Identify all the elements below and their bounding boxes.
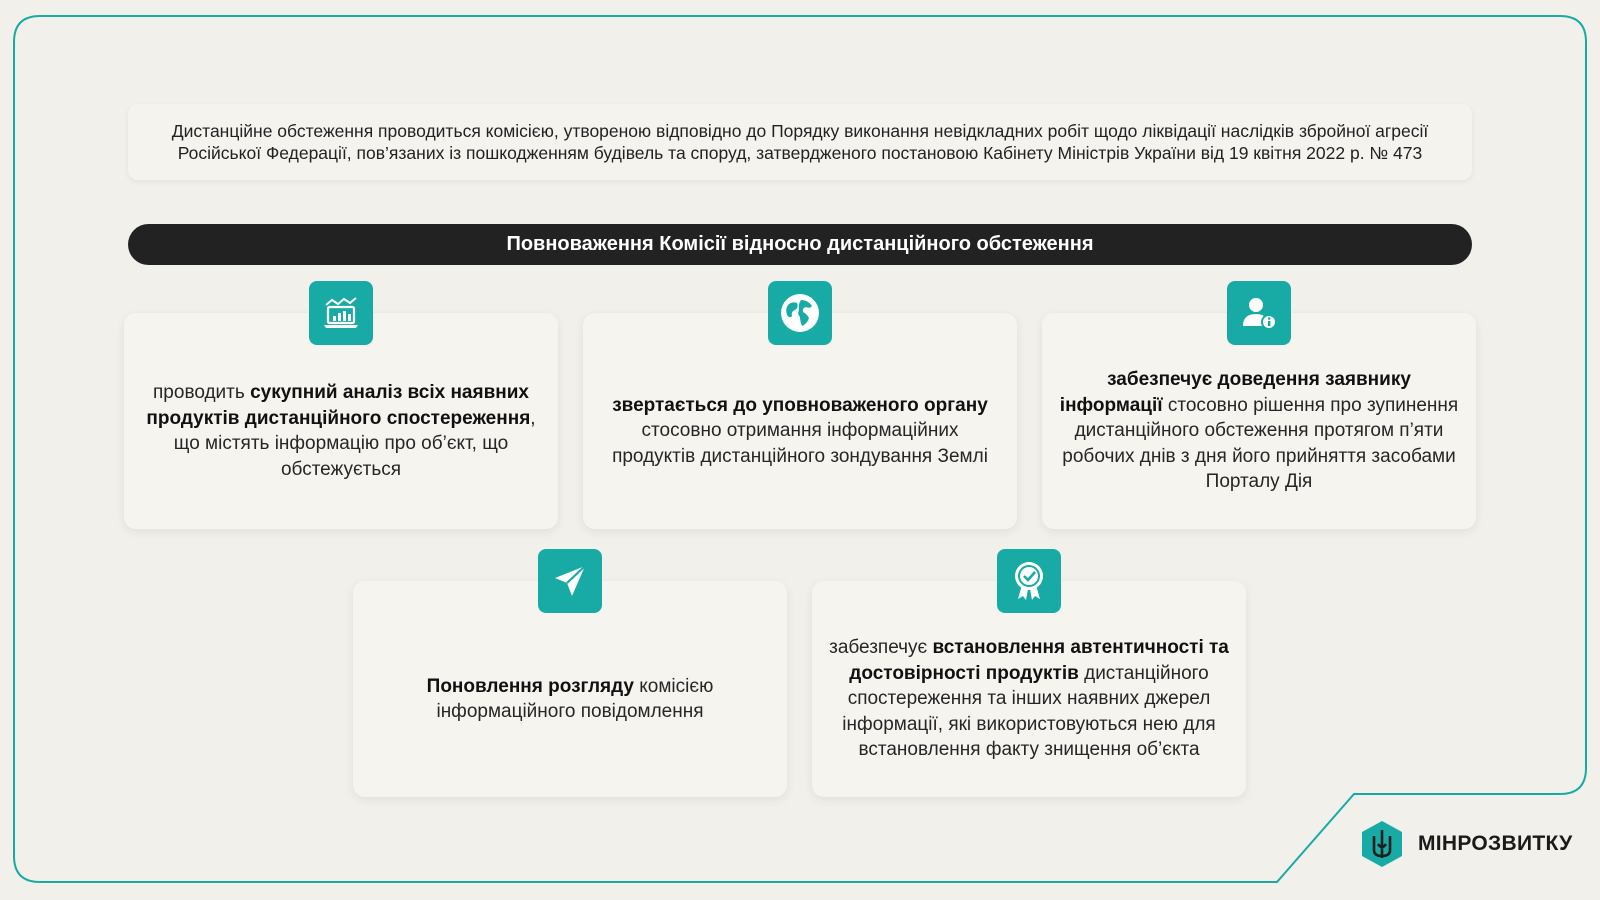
globe-icon [768, 281, 832, 345]
certificate-badge-icon [997, 549, 1061, 613]
card-notify [1042, 313, 1476, 529]
section-banner [128, 224, 1472, 265]
card-request [583, 313, 1017, 529]
intro-text [128, 104, 1472, 180]
card-text-pre: проводить [153, 382, 251, 403]
card-text-post: , що містять інформацію про об’єкт, що обстежується [173, 407, 536, 480]
analytics-laptop-icon [309, 281, 373, 345]
ministry-name: МІНРОЗВИТКУ [1418, 832, 1573, 855]
card-text [599, 393, 1001, 470]
card-text-bold: сукупний аналіз всіх наявних продуктів дистанційного спостереження [146, 382, 531, 429]
card-text-post: комісією інформаційного повідомлення [436, 675, 714, 722]
card-text-post: дистанційного спостереження та інших наявних джерел інформації, які використовуються нею для встановлення факту знищення об’єкта [842, 662, 1216, 761]
card-authenticity [812, 581, 1246, 797]
send-icon [538, 549, 602, 613]
card-text [140, 380, 542, 482]
user-info-icon [1227, 281, 1291, 345]
trident-emblem-icon [1360, 820, 1404, 868]
card-text-post: стосовно рішення про зупинення дистанційного обстеження протягом п’яти робочих днів з дня його прийняття засобами Порталу Дія [1062, 394, 1459, 493]
card-text-bold: встановлення автентичності та достовірності продуктів [849, 637, 1229, 684]
card-text-post: стосовно отримання інформаційних продуктів дистанційного зондування Землі [612, 420, 988, 467]
card-text-bold: забезпечує доведення заявнику інформації [1059, 369, 1411, 416]
card-text [1058, 367, 1460, 495]
intro-paragraph: Дистанційне обстеження проводиться комісією, утвореною відповідно до Порядку виконання невідкладних робіт щодо ліквідації наслідків збройної агресії Російської Федерації, пов’язаних із пошкодженням будівель та споруд, затвердженого постановою Кабінету Міністрів України від 19 квітня 2022 р. № 473 [171, 120, 1429, 163]
card-analysis [124, 313, 558, 529]
card-renewal [353, 581, 787, 797]
banner-title: Повноваження Комісії відносно дистанційного обстеження [506, 233, 1094, 255]
card-text [369, 674, 771, 725]
card-text [828, 635, 1230, 763]
ministry-logo [1360, 820, 1573, 868]
card-text-bold: Поновлення розгляду [426, 675, 634, 697]
card-text-bold: звертається до уповноваженого органу [612, 394, 988, 416]
card-text-pre: забезпечує [829, 637, 933, 659]
